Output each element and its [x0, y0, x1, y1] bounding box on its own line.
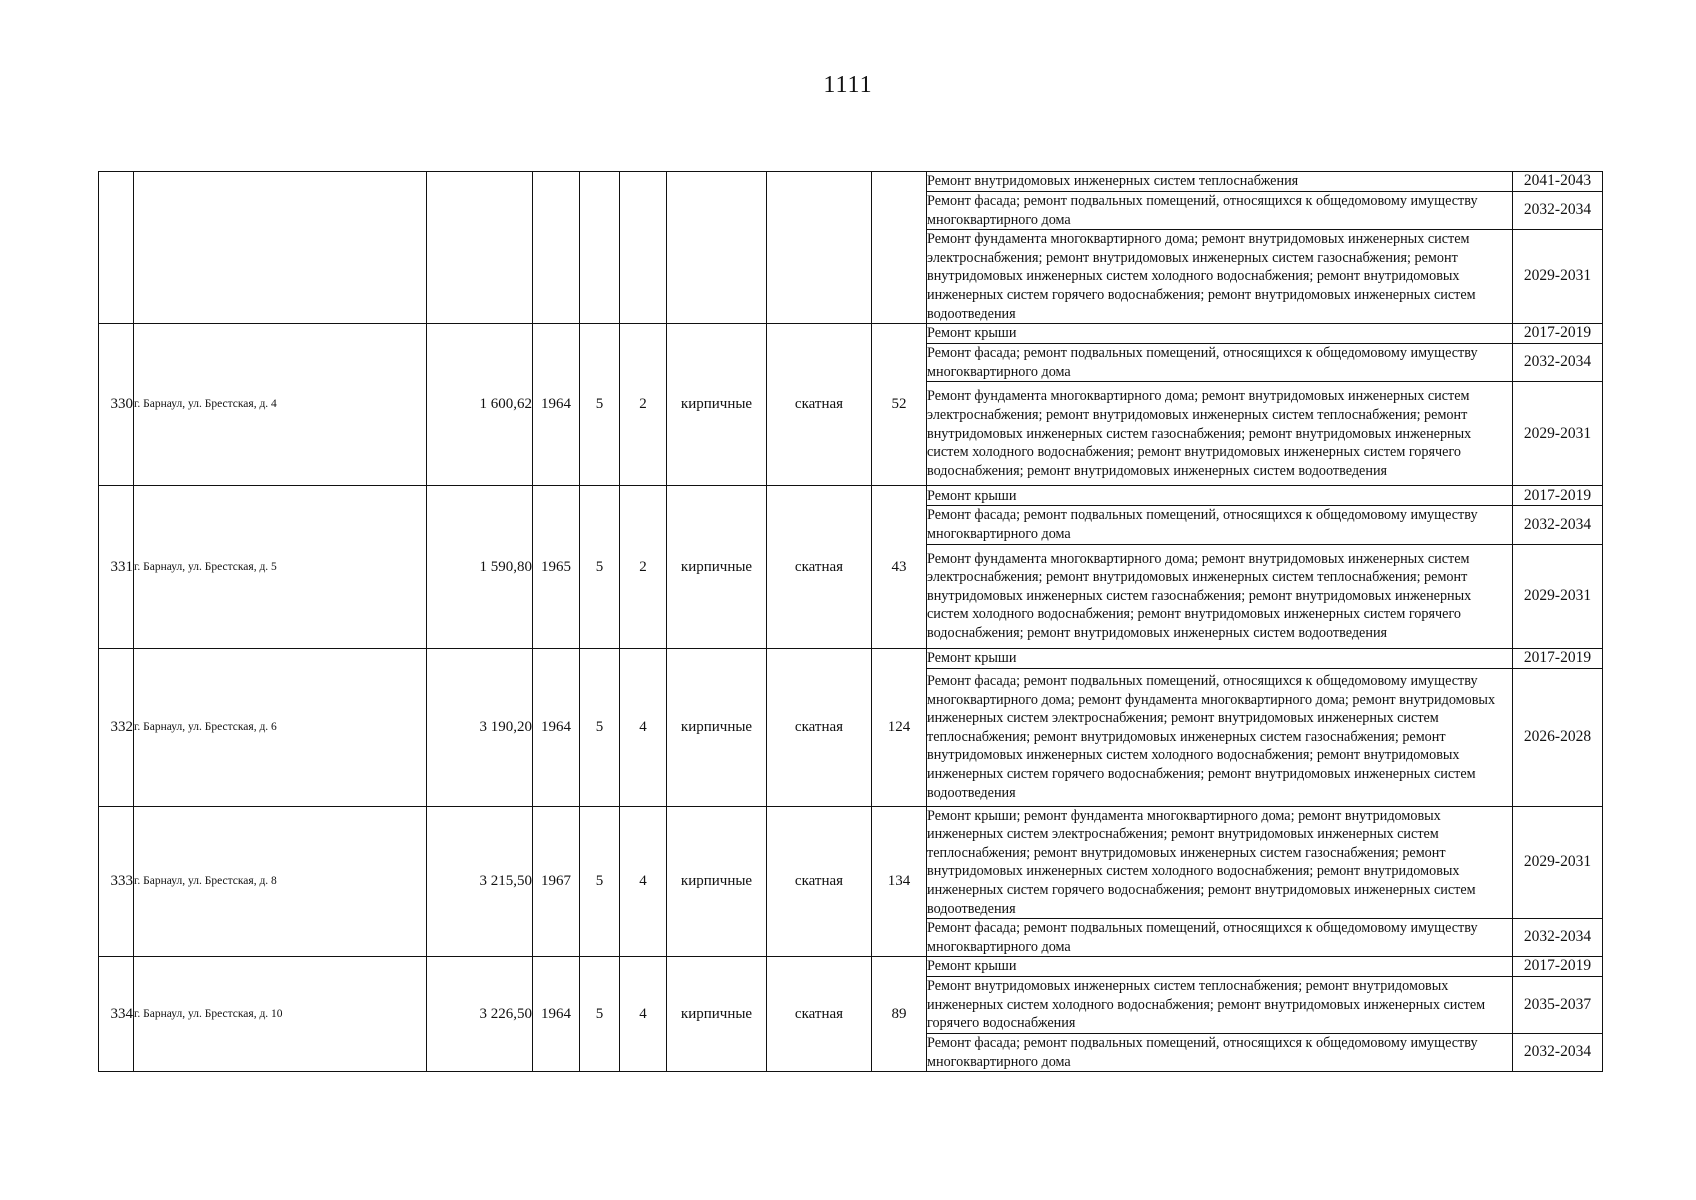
repair-work-cell: Ремонт крыши — [927, 324, 1513, 344]
repair-period-cell: 2029-2031 — [1513, 544, 1603, 648]
repair-work-cell: Ремонт внутридомовых инженерных систем теплоснабжения; ремонт внутридомовых инженерных систем холодного водоснабжения; ремонт внутридомовых инженерных систем горячего водоснабжения — [927, 977, 1513, 1034]
floors-count-cell: 5 — [580, 486, 620, 648]
repair-period-cell: 2017-2019 — [1513, 648, 1603, 668]
table-row — [99, 486, 1603, 506]
repair-period-cell: 2032-2034 — [1513, 192, 1603, 230]
entrances-count-cell: 4 — [620, 957, 667, 1072]
apartments-count-cell: 89 — [872, 957, 927, 1072]
wall-material-cell: кирпичные — [667, 324, 767, 486]
total-area-cell: 3 215,50 — [427, 806, 533, 957]
table-row — [99, 324, 1603, 344]
repair-work-cell: Ремонт крыши — [927, 648, 1513, 668]
roof-type-cell: скатная — [767, 648, 872, 806]
repair-period-cell: 2041-2043 — [1513, 172, 1603, 192]
repair-work-cell: Ремонт крыши — [927, 486, 1513, 506]
table-body — [99, 172, 1603, 1072]
repair-period-cell: 2026-2028 — [1513, 668, 1603, 806]
repair-work-cell: Ремонт фасада; ремонт подвальных помещений, относящихся к общедомовому имуществу многоквартирного дома — [927, 192, 1513, 230]
year-built-cell: 1964 — [533, 324, 580, 486]
record-number-cell: 331 — [99, 486, 134, 648]
entrances-count-cell — [620, 172, 667, 324]
address-cell: г. Барнаул, ул. Брестская, д. 5 — [134, 486, 427, 648]
record-number-cell: 333 — [99, 806, 134, 957]
page-number: 1111 — [823, 72, 873, 98]
table-row — [99, 172, 1603, 192]
apartments-count-cell: 52 — [872, 324, 927, 486]
roof-type-cell: скатная — [767, 486, 872, 648]
total-area-cell: 3 190,20 — [427, 648, 533, 806]
repair-period-cell: 2032-2034 — [1513, 344, 1603, 382]
address-cell: г. Барнаул, ул. Брестская, д. 6 — [134, 648, 427, 806]
apartments-count-cell: 134 — [872, 806, 927, 957]
repair-period-cell: 2032-2034 — [1513, 506, 1603, 544]
roof-type-cell — [767, 172, 872, 324]
record-number-cell: 330 — [99, 324, 134, 486]
total-area-cell: 1 600,62 — [427, 324, 533, 486]
roof-type-cell: скатная — [767, 957, 872, 1072]
wall-material-cell: кирпичные — [667, 486, 767, 648]
repair-work-cell: Ремонт крыши; ремонт фундамента многоквартирного дома; ремонт внутридомовых инженерных систем электроснабжения; ремонт внутридомовых инженерных систем теплоснабжения; ремонт внутридомовых инженерных систем газоснабжения; ремонт внутридомовых инженерных систем холодного водоснабжения; ремонт внутридомовых инженерных систем горячего водоснабжения; ремонт внутридомовых инженерных систем водоотведения — [927, 806, 1513, 919]
repair-period-cell: 2017-2019 — [1513, 324, 1603, 344]
address-cell: г. Барнаул, ул. Брестская, д. 10 — [134, 957, 427, 1072]
repair-work-cell: Ремонт фундамента многоквартирного дома; ремонт внутридомовых инженерных систем электроснабжения; ремонт внутридомовых инженерных систем теплоснабжения; ремонт внутридомовых инженерных систем газоснабжения; ремонт внутридомовых инженерных систем холодного водоснабжения; ремонт внутридомовых инженерных систем горячего водоснабжения; ремонт внутридомовых инженерных систем водоотведения — [927, 544, 1513, 648]
year-built-cell: 1964 — [533, 957, 580, 1072]
wall-material-cell: кирпичные — [667, 957, 767, 1072]
apartments-count-cell — [872, 172, 927, 324]
entrances-count-cell: 4 — [620, 648, 667, 806]
repair-work-cell: Ремонт фасада; ремонт подвальных помещений, относящихся к общедомовому имуществу многоквартирного дома — [927, 1034, 1513, 1072]
repair-period-cell: 2032-2034 — [1513, 1034, 1603, 1072]
repair-period-cell: 2035-2037 — [1513, 977, 1603, 1034]
repair-work-cell: Ремонт фундамента многоквартирного дома; ремонт внутридомовых инженерных систем электроснабжения; ремонт внутридомовых инженерных систем теплоснабжения; ремонт внутридомовых инженерных систем газоснабжения; ремонт внутридомовых инженерных систем холодного водоснабжения; ремонт внутридомовых инженерных систем горячего водоснабжения; ремонт внутридомовых инженерных систем водоотведения — [927, 382, 1513, 486]
repair-work-cell: Ремонт фундамента многоквартирного дома; ремонт внутридомовых инженерных систем электроснабжения; ремонт внутридомовых инженерных систем газоснабжения; ремонт внутридомовых инженерных систем холодного водоснабжения; ремонт внутридомовых инженерных систем горячего водоснабжения; ремонт внутридомовых инженерных систем водоотведения — [927, 230, 1513, 324]
repair-work-cell: Ремонт внутридомовых инженерных систем теплоснабжения — [927, 172, 1513, 192]
table-row — [99, 648, 1603, 668]
record-number-cell: 332 — [99, 648, 134, 806]
repair-period-cell: 2029-2031 — [1513, 806, 1603, 919]
table-row — [99, 957, 1603, 977]
address-cell — [134, 172, 427, 324]
wall-material-cell — [667, 172, 767, 324]
repair-period-cell: 2032-2034 — [1513, 919, 1603, 957]
year-built-cell: 1964 — [533, 648, 580, 806]
entrances-count-cell: 2 — [620, 324, 667, 486]
floors-count-cell: 5 — [580, 648, 620, 806]
repair-period-cell: 2029-2031 — [1513, 230, 1603, 324]
repair-work-cell: Ремонт фасада; ремонт подвальных помещений, относящихся к общедомовому имуществу многоквартирного дома — [927, 506, 1513, 544]
repair-period-cell: 2029-2031 — [1513, 382, 1603, 486]
repair-work-cell: Ремонт фасада; ремонт подвальных помещений, относящихся к общедомовому имуществу многоквартирного дома; ремонт фундамента многоквартирного дома; ремонт внутридомовых инженерных систем электроснабжения; ремонт внутридомовых инженерных систем теплоснабжения; ремонт внутридомовых инженерных систем газоснабжения; ремонт внутридомовых инженерных систем холодного водоснабжения; ремонт внутридомовых инженерных систем горячего водоснабжения; ремонт внутридомовых инженерных систем водоотведения — [927, 668, 1513, 806]
floors-count-cell: 5 — [580, 957, 620, 1072]
floors-count-cell: 5 — [580, 324, 620, 486]
record-number-cell: 334 — [99, 957, 134, 1072]
repair-period-cell: 2017-2019 — [1513, 957, 1603, 977]
year-built-cell: 1967 — [533, 806, 580, 957]
floors-count-cell: 5 — [580, 806, 620, 957]
roof-type-cell: скатная — [767, 324, 872, 486]
floors-count-cell — [580, 172, 620, 324]
entrances-count-cell: 4 — [620, 806, 667, 957]
table-row — [99, 806, 1603, 919]
total-area-cell — [427, 172, 533, 324]
wall-material-cell: кирпичные — [667, 806, 767, 957]
wall-material-cell: кирпичные — [667, 648, 767, 806]
record-number-cell — [99, 172, 134, 324]
repair-period-cell: 2017-2019 — [1513, 486, 1603, 506]
address-cell: г. Барнаул, ул. Брестская, д. 4 — [134, 324, 427, 486]
apartments-count-cell: 124 — [872, 648, 927, 806]
entrances-count-cell: 2 — [620, 486, 667, 648]
total-area-cell: 3 226,50 — [427, 957, 533, 1072]
repair-work-cell: Ремонт фасада; ремонт подвальных помещений, относящихся к общедомовому имуществу многоквартирного дома — [927, 344, 1513, 382]
address-cell: г. Барнаул, ул. Брестская, д. 8 — [134, 806, 427, 957]
repair-work-cell: Ремонт фасада; ремонт подвальных помещений, относящихся к общедомовому имуществу многоквартирного дома — [927, 919, 1513, 957]
year-built-cell: 1965 — [533, 486, 580, 648]
repair-work-cell: Ремонт крыши — [927, 957, 1513, 977]
housing-register-table — [98, 171, 1603, 1072]
year-built-cell — [533, 172, 580, 324]
roof-type-cell: скатная — [767, 806, 872, 957]
total-area-cell: 1 590,80 — [427, 486, 533, 648]
apartments-count-cell: 43 — [872, 486, 927, 648]
